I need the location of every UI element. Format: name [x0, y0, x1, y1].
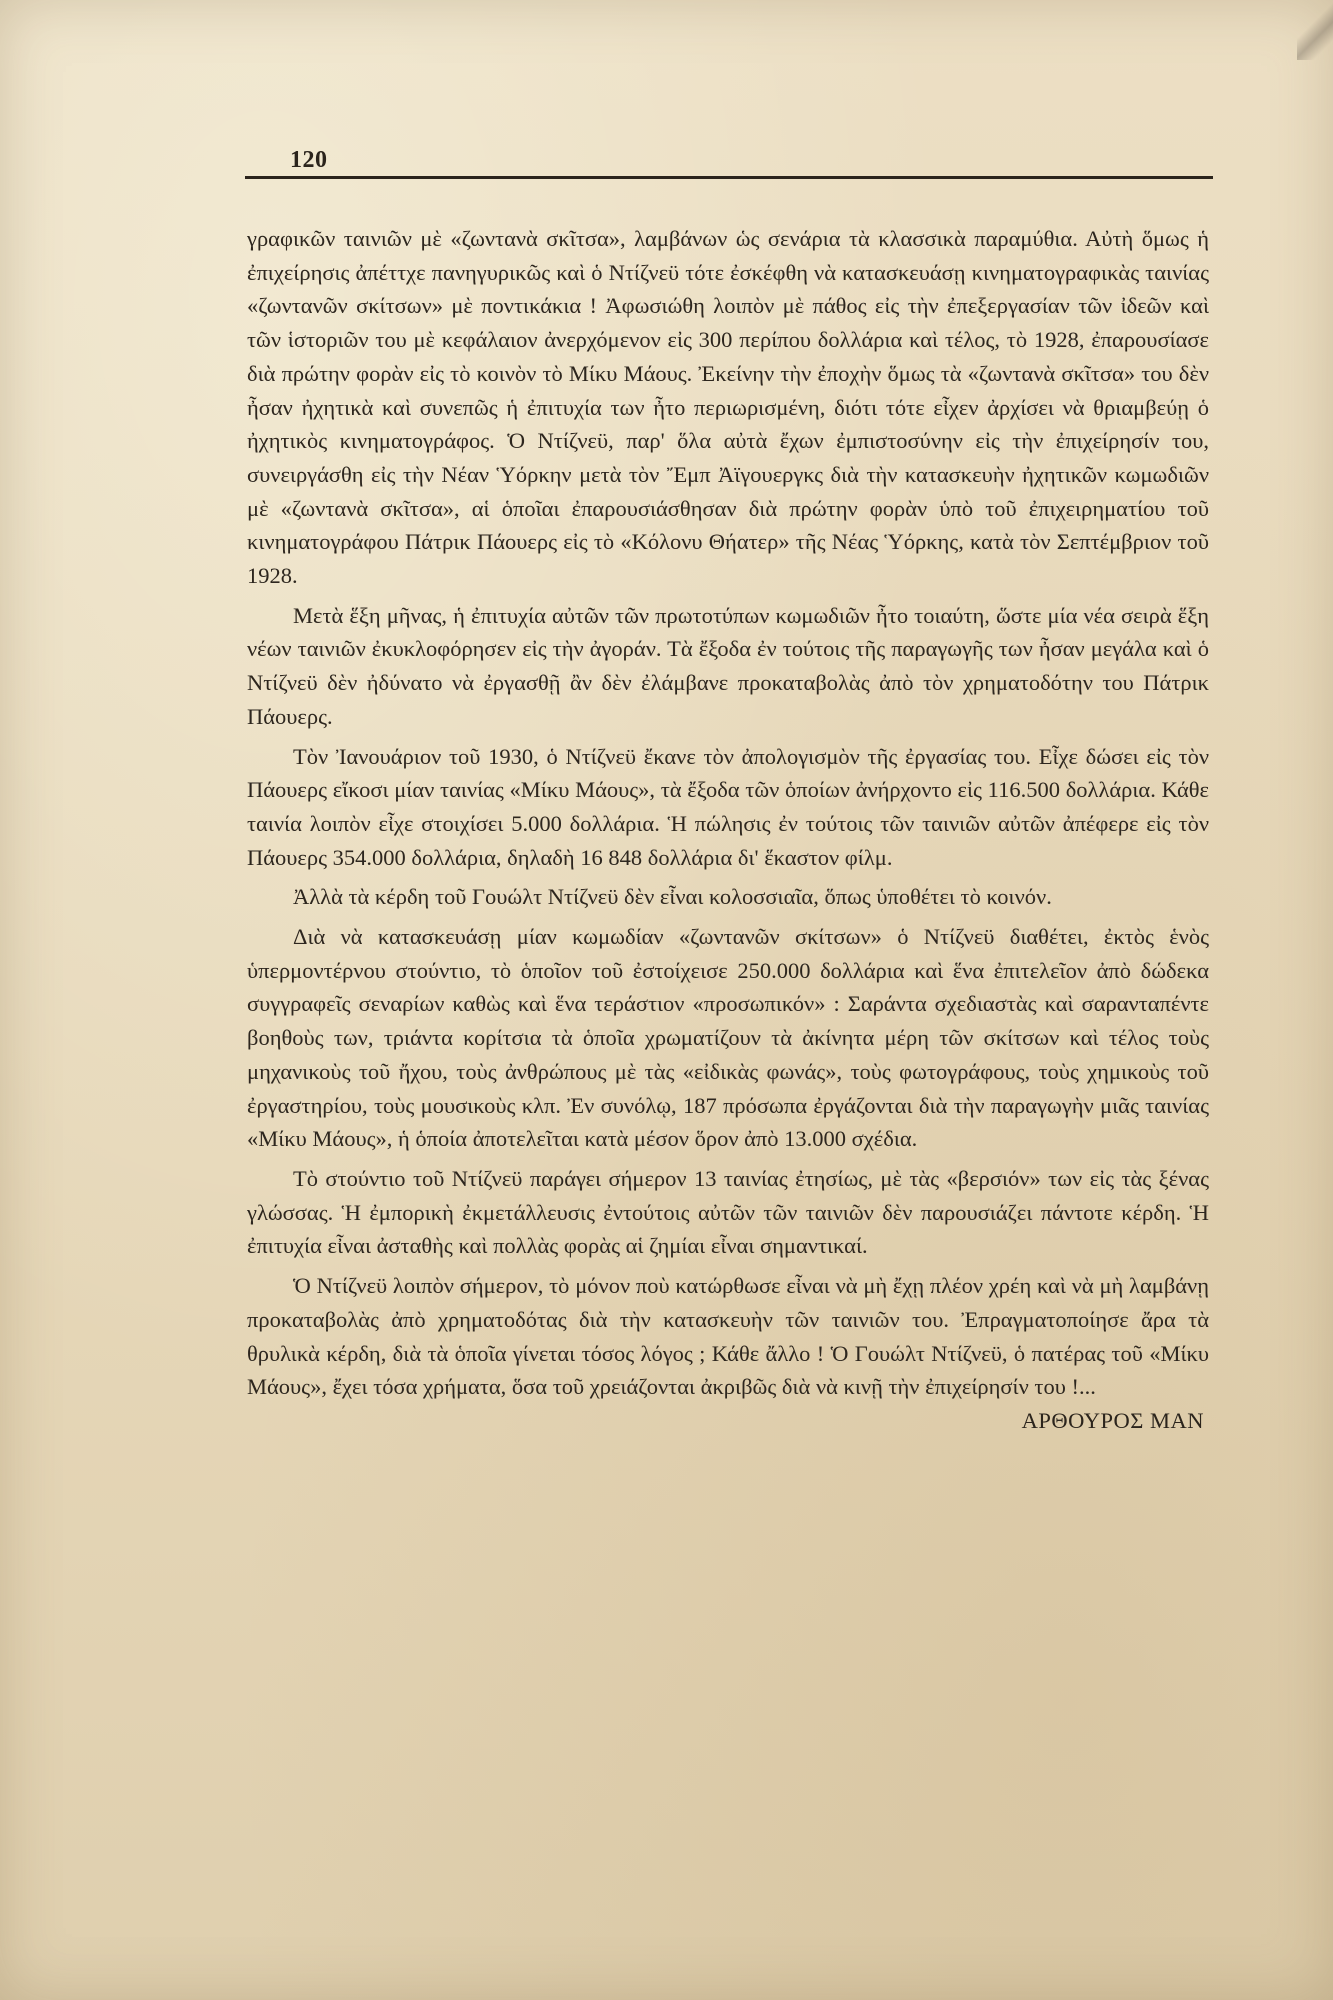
- article-body: [247, 222, 1209, 1438]
- author-signature: ΑΡΘΟΥΡΟΣ ΜΑΝ: [1021, 1407, 1204, 1433]
- paragraph-7: Ὁ Ντίζνεϋ λοιπὸν σήμερον, τὸ μόνον ποὺ κατώρθωσε εἶναι νὰ μὴ ἔχῃ πλέον χρέη καὶ νὰ μὴ λαμβάνῃ προκαταβολὰς ἀπὸ χρηματοδότας διὰ τὴν κατασκευὴν τῶν ταινιῶν του. Ἐπραγματοποίησε ἄρα τὰ θρυλικὰ κέρδη, διὰ τὰ ὁποῖα γίνεται τόσος λόγος ; Κάθε ἄλλο ! Ὁ Γουώλτ Ντίζνεϋ, ὁ πατέρας τοῦ «Μίκυ Μάους», ἔχει τόσα χρήματα, ὅσα τοῦ χρειάζονται ἀκριβῶς διὰ νὰ κινῇ τὴν ἐπιχείρησίν του !...: [247, 1273, 1209, 1400]
- paragraph-4: Ἀλλὰ τὰ κέρδη τοῦ Γουώλτ Ντίζνεϋ δὲν εἶναι κολοσσιαῖα, ὅπως ὑποθέτει τὸ κοινόν.: [293, 884, 1052, 910]
- corner-smudge: [1297, 0, 1333, 60]
- paragraph-1: γραφικῶν ταινιῶν μὲ «ζωντανὰ σκῖτσα», λαμβάνων ὡς σενάρια τὰ κλασσικὰ παραμύθια. Αὐτὴ ὅμως ἡ ἐπιχείρησις ἀπέττχε πανηγυρικῶς καὶ ὁ Ντίζνεϋ τότε ἐσκέφθη νὰ κατασκευάσῃ κινηματογραφικὰς ταινίας «ζωντανῶν σκίτσων» μὲ ποντικάκια ! Ἀφωσιώθη λοιπὸν μὲ πάθος εἰς τὴν ἐπεξεργασίαν τῶν ἰδεῶν καὶ τῶν ἱστοριῶν του μὲ κεφάλαιον ἀνερχόμενον εἰς 300 περίπου δολλάρια καὶ τέλος, τὸ 1928, ἐπαρουσίασε διὰ πρώτην φορὰν εἰς τὸ κοινὸν τὸ Μίκυ Μάους. Ἐκείνην τὴν ἐποχὴν ὅμως τὰ «ζωντανὰ σκῖτσα» του δὲν ἦσαν ἠχητικὰ καὶ συνεπῶς ἡ ἐπιτυχία των ἦτο περιωρισμένη, διότι τότε εἶχεν ἀρχίσει νὰ θριαμβεύῃ ὁ ἠχητικὸς κινηματογράφος. Ὁ Ντίζνεϋ, παρ' ὅλα αὐτὰ ἔχων ἐμπιστοσύνην εἰς τὴν ἐπιχείρησίν του, συνειργάσθη εἰς τὴν Νέαν Ὑόρκην μετὰ τὸν Ἔμπ Ἀϊγουεργκς διὰ τὴν κατασκευὴν ἠχητικῶν κωμωδιῶν μὲ «ζωντανὰ σκῖτσα», αἱ ὁποῖαι ἐπαρουσιάσθησαν διὰ πρώτην φορὰν ὑπὸ τοῦ ἐπιχειρηματίου τοῦ κινηματογράφου Πάτρικ Πάουερς εἰς τὸ «Κόλονυ Θήατερ» τῆς Νέας Ὑόρκης, κατὰ τὸν Σεπτέμβριον τοῦ 1928.: [247, 226, 1209, 589]
- paragraph-2: Μετὰ ἕξη μῆνας, ἡ ἐπιτυχία αὐτῶν τῶν πρωτοτύπων κωμωδιῶν ἦτο τοιαύτη, ὥστε μία νέα σειρὰ ἕξη νέων ταινιῶν ἐκυκλοφόρησεν εἰς τὴν ἀγοράν. Τὰ ἔξοδα ἐν τούτοις τῆς παραγωγῆς των ἦσαν μεγάλα καὶ ὁ Ντίζνεϋ δὲν ἠδύνατο νὰ ἐργασθῇ ἂν δὲν ἐλάμβανε προκαταβολὰς ἀπὸ τὸν χρηματοδότην του Πάτρικ Πάουερς.: [247, 602, 1209, 729]
- paragraph-5: Διὰ νὰ κατασκευάσῃ μίαν κωμωδίαν «ζωντανῶν σκίτσων» ὁ Ντίζνεϋ διαθέτει, ἐκτὸς ἑνὸς ὑπερμοντέρνου στούντιο, τὸ ὁποῖον τοῦ ἐστοίχεισε 250.000 δολλάρια καὶ ἕνα ἐπιτελεῖον ἀπὸ δώδεκα συγγραφεῖς σεναρίων καθὼς καὶ ἕνα τεράστιον «προσωπικόν» : Σαράντα σχεδιαστὰς καὶ σαρανταπέντε βοηθοὺς των, τριάντα κορίτσια τὰ ὁποῖα χρωματίζουν τὰ ἀκίνητα μέρη τῶν σκίτσων καὶ τέλος τοὺς μηχανικοὺς τοῦ ἤχου, τοὺς ἀνθρώπους μὲ τὰς «εἰδικὰς φωνάς», τοὺς φωτογράφους, τοὺς χημικοὺς τοῦ ἐργαστηρίου, τοὺς μουσικοὺς κλπ. Ἐν συνόλῳ, 187 πρόσωπα ἐργάζονται διὰ τὴν παραγωγὴν μιᾶς ταινίας «Μίκυ Μάους», ἡ ὁποία ἀποτελεῖται κατὰ μέσον ὅρον ἀπὸ 13.000 σχέδια.: [247, 924, 1209, 1152]
- paragraph-3: Τὸν Ἰανουάριον τοῦ 1930, ὁ Ντίζνεϋ ἔκανε τὸν ἀπολογισμὸν τῆς ἐργασίας του. Εἶχε δώσει εἰς τὸν Πάουερς εἴκοσι μίαν ταινίας «Μίκυ Μάους», τὰ ἔξοδα τῶν ὁποίων ἀνήρχοντο εἰς 116.500 δολλάρια. Κάθε ταινία λοιπὸν εἶχε στοιχίσει 5.000 δολλάρια. Ἡ πώλησις ἐν τούτοις τῶν ταινιῶν αὐτῶν ἀπέφερε εἰς τὸν Πάουερς 354.000 δολλάρια, δηλαδὴ 16 848 δολλάρια δι' ἕκαστον φίλμ.: [247, 743, 1209, 870]
- paragraph-6: Τὸ στούντιο τοῦ Ντίζνεϋ παράγει σήμερον 13 ταινίας ἐτησίως, μὲ τὰς «βερσιόν» των εἰς τὰς ξένας γλώσσας. Ἡ ἐμπορικὴ ἐκμετάλλευσις ἐντούτοις αὐτῶν τῶν ταινιῶν δὲν παρουσιάζει πάντοτε κέρδη. Ἡ ἐπιτυχία εἶναι ἀσταθὴς καὶ πολλὰς φορὰς αἱ ζημίαι εἶναι σημαντικαί.: [247, 1165, 1209, 1259]
- page-number: 120: [290, 147, 328, 173]
- header-rule: [245, 176, 1213, 179]
